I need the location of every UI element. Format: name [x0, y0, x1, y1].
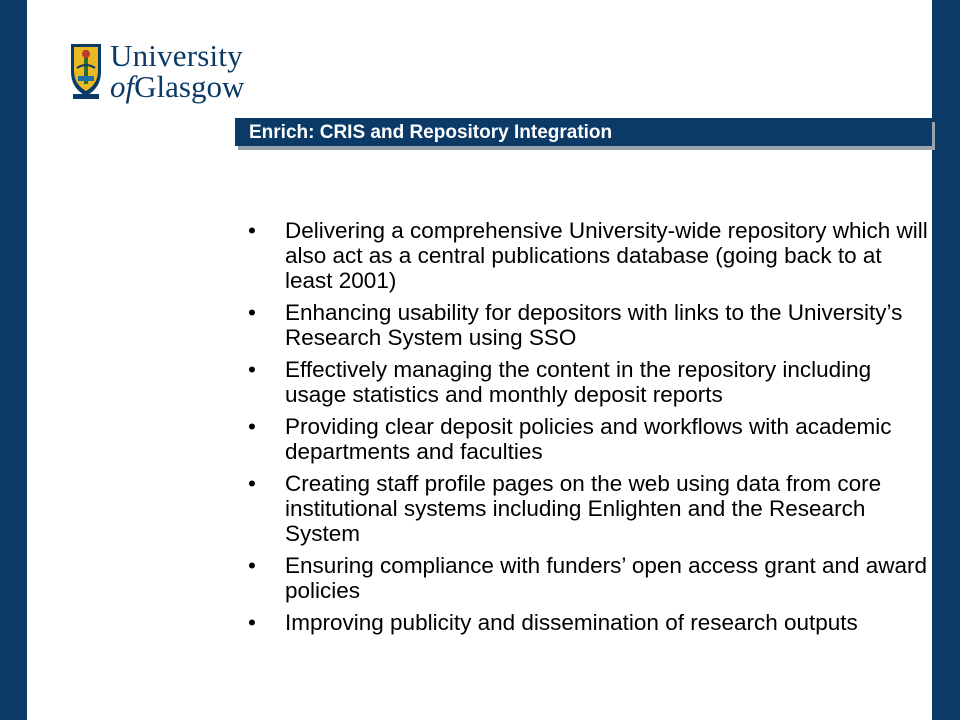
bullet-marker: • [248, 610, 256, 635]
bullet-marker: • [248, 471, 256, 496]
bullet-item [248, 610, 928, 635]
bullet-marker: • [248, 357, 256, 382]
wordmark-glasgow: Glasgow [134, 69, 245, 104]
bullet-text: Delivering a comprehensive University-wide repository which will also act as a central publications database (going back to at least 2001) [285, 218, 928, 293]
bullet-text: Improving publicity and dissemination of research outputs [285, 610, 858, 635]
bullet-marker: • [248, 218, 256, 243]
wordmark-line1: University [110, 38, 243, 73]
bullet-text: Enhancing usability for depositors with links to the University’s Research System using SSO [285, 300, 903, 350]
bullet-item [248, 553, 928, 603]
bullet-item [248, 218, 928, 293]
wordmark-of: of [110, 69, 135, 104]
bullet-text: Creating staff profile pages on the web using data from core institutional systems including Enlighten and the Research System [285, 471, 882, 546]
title-band [235, 118, 932, 146]
bullet-list [248, 218, 928, 642]
bullet-marker: • [248, 414, 256, 439]
right-brand-bar [932, 0, 960, 720]
bullet-item [248, 300, 928, 350]
bullet-item [248, 471, 928, 546]
bullet-item [248, 357, 928, 407]
bullet-text: Effectively managing the content in the repository including usage statistics and monthly deposit reports [285, 357, 872, 407]
university-crest-icon [69, 42, 103, 100]
bullet-marker: • [248, 553, 256, 578]
bullet-item [248, 414, 928, 464]
bullet-text: Providing clear deposit policies and workflows with academic departments and faculties [285, 414, 892, 464]
wordmark-line2 [110, 71, 244, 102]
university-logo [66, 40, 256, 102]
bullet-marker: • [248, 300, 256, 325]
left-brand-bar [0, 0, 27, 720]
bullet-text: Ensuring compliance with funders’ open access grant and award policies [285, 553, 928, 603]
university-wordmark [110, 40, 244, 102]
slide-title: Enrich: CRIS and Repository Integration [249, 122, 613, 143]
